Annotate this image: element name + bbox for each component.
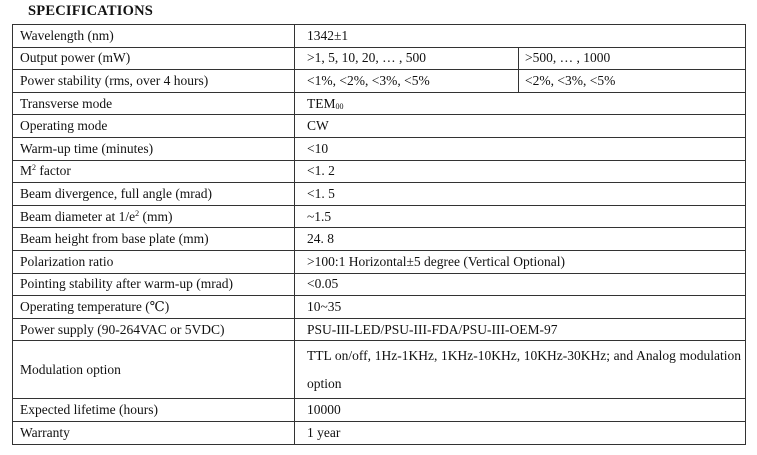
row-value: <10 (295, 137, 746, 160)
row-label: Operating temperature (℃) (13, 296, 295, 319)
table-row (13, 115, 746, 138)
row-label: Wavelength (nm) (13, 25, 295, 48)
row-value: 24. 8 (295, 228, 746, 251)
value-subscript: 00 (335, 101, 344, 111)
table-row (13, 399, 746, 422)
row-label: Transverse mode (13, 92, 295, 115)
row-label (13, 160, 295, 183)
row-value: >100:1 Horizontal±5 degree (Vertical Optional) (295, 250, 746, 273)
row-label: Beam divergence, full angle (mrad) (13, 183, 295, 206)
table-row (13, 70, 746, 93)
page-title: SPECIFICATIONS (28, 3, 154, 19)
row-value-low-power: <1%, <2%, <3%, <5% (295, 70, 519, 93)
row-value-low-power: >1, 5, 10, 20, … , 500 (295, 47, 519, 70)
row-value: CW (295, 115, 746, 138)
table-row (13, 421, 746, 444)
row-label: Operating mode (13, 115, 295, 138)
row-value: <1. 5 (295, 183, 746, 206)
row-label: Warranty (13, 421, 295, 444)
table-row (13, 228, 746, 251)
row-label: Warm-up time (minutes) (13, 137, 295, 160)
table-row (13, 183, 746, 206)
row-label: Power stability (rms, over 4 hours) (13, 70, 295, 93)
specifications-table (12, 24, 746, 445)
row-value: 10000 (295, 399, 746, 422)
table-row (13, 296, 746, 319)
label-text: Beam diameter at 1/e (20, 208, 136, 224)
value-text: TEM (307, 95, 336, 111)
row-value: ~1.5 (295, 205, 746, 228)
row-label: Pointing stability after warm-up (mrad) (13, 273, 295, 296)
row-label: Modulation option (13, 341, 295, 399)
row-label: Polarization ratio (13, 250, 295, 273)
row-value: PSU-III-LED/PSU-III-FDA/PSU-III-OEM-97 (295, 318, 746, 341)
label-text: M (20, 163, 33, 179)
row-value (295, 92, 746, 115)
row-value: <0.05 (295, 273, 746, 296)
table-row (13, 318, 746, 341)
row-label: Power supply (90-264VAC or 5VDC) (13, 318, 295, 341)
table-row (13, 341, 746, 399)
row-value: 1342±1 (295, 25, 746, 48)
label-text-rest: (mm) (139, 208, 173, 224)
row-label: Expected lifetime (hours) (13, 399, 295, 422)
row-value: <1. 2 (295, 160, 746, 183)
row-value: 10~35 (295, 296, 746, 319)
row-value: TTL on/off, 1Hz-1KHz, 1KHz-10KHz, 10KHz-30KHz; and Analog modulation option (295, 341, 746, 399)
label-text-rest: factor (36, 163, 71, 179)
table-row (13, 137, 746, 160)
row-value-high-power: >500, … , 1000 (519, 47, 746, 70)
table-row (13, 25, 746, 48)
row-label: Output power (mW) (13, 47, 295, 70)
table-row (13, 250, 746, 273)
label-superscript: 2 (32, 163, 37, 173)
table-row (13, 205, 746, 228)
table-row (13, 47, 746, 70)
row-label: Beam height from base plate (mm) (13, 228, 295, 251)
table-row (13, 92, 746, 115)
row-value: 1 year (295, 421, 746, 444)
table-row (13, 160, 746, 183)
table-row (13, 273, 746, 296)
row-value-high-power: <2%, <3%, <5% (519, 70, 746, 93)
row-label (13, 205, 295, 228)
label-superscript: 2 (135, 208, 140, 218)
